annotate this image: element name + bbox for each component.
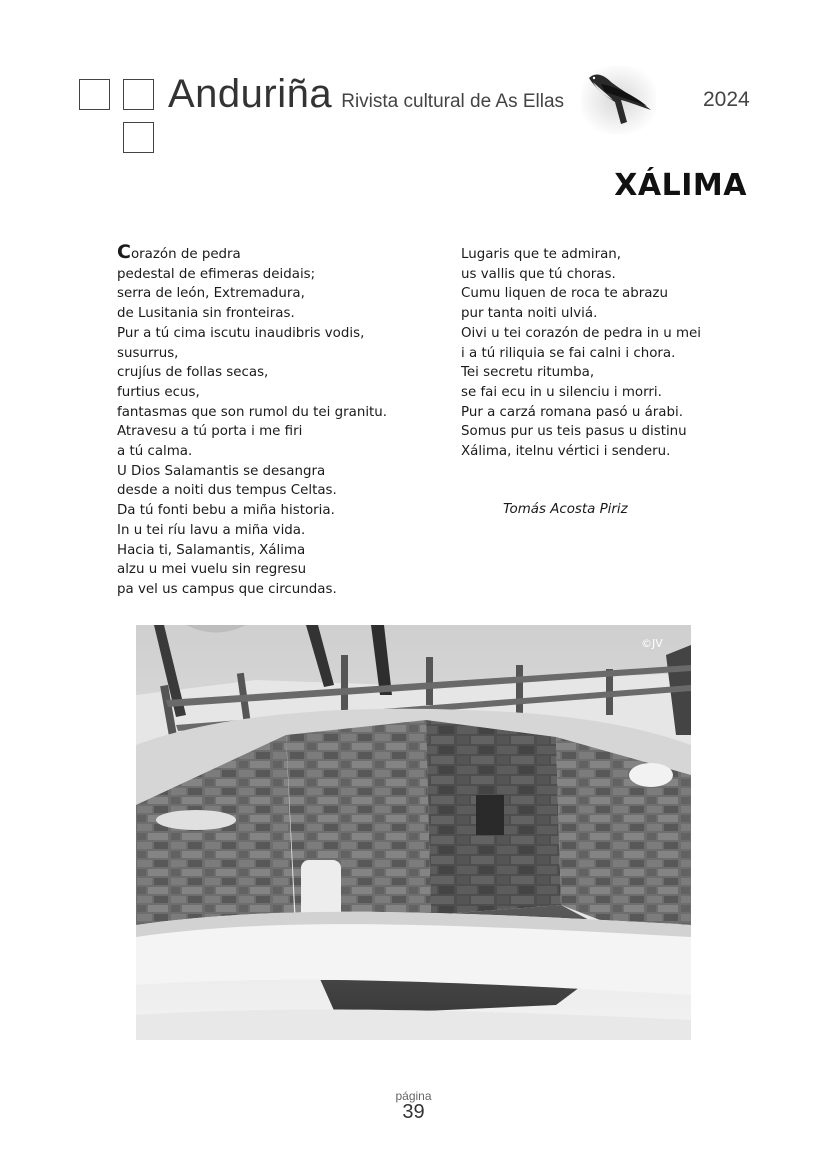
poem-line: Hacia ti, Salamantis, Xálima [117,542,306,558]
header-box-3 [123,122,154,153]
poem-line: serra de león, Extremadura, [117,286,305,302]
magazine-subtitle: Rivista cultural de As Ellas [341,91,565,112]
poem-author: Tomás Acosta Piriz [503,502,628,517]
drop-cap: C [117,241,131,263]
poem-column-right [461,245,701,462]
poem-line: Tei secretu ritumba, [461,365,595,381]
poem-line: pedestal de efimeras deidais; [117,266,316,282]
issue-year: 2024 [703,88,750,111]
masthead [168,72,564,117]
poem-line: Cumu liquen de roca te abrazu [461,286,668,302]
poem-line: susurrus, [117,345,179,361]
poem-line: de Lusitania sin fronteiras. [117,306,295,322]
poem-line: i a tú riliquia se fai calni i chora. [461,345,676,361]
poem-line: se fai ecu in u silenciu i morri. [461,384,662,400]
page-label: página [395,1089,432,1103]
poem-line: Pur a tú cima iscutu inaudibris vodis, [117,325,365,341]
poem-line: a tú calma. [117,444,193,460]
header-box-1 [79,79,110,110]
poem-line: Corazón de pedra [117,241,241,263]
page-number: 39 [402,1101,425,1123]
poem-line: Oivi u tei corazón de pedra in u mei [461,325,702,341]
poem-line: Pur a carzá romana pasó u árabi. [461,404,683,420]
poem-line: alzu u mei vuelu sin regresu [117,562,307,578]
poem-line: Lugaris que te admiran, [461,247,622,262]
swallow-icon [581,66,656,134]
header-box-2 [123,79,154,110]
poem-line: us vallis que tú choras. [461,266,616,282]
poem-line: pur tanta noiti ulviá. [461,306,598,322]
poem-title: XÁLIMA [614,168,747,203]
magazine-name: Anduriña [168,72,333,116]
poem-line: pa vel us campus que circundas. [117,581,337,597]
poem-line: U Dios Salamantis se desangra [117,463,326,479]
poem-line: crujíus de follas secas, [117,365,269,381]
poem-line: Xálima, itelnu vértici i senderu. [461,444,671,460]
svg-text:©JV: ©JV [641,637,663,650]
poem-line: In u tei ríu lavu a miña vida. [117,522,306,538]
poem-line: Atravesu a tú porta i me firi [117,424,303,440]
poem-line: fantasmas que son rumol du tei granitu. [117,404,388,420]
stone-well-photo [136,625,691,1040]
poem-line: Da tú fonti bebu a miña historia. [117,503,335,519]
poem-line: Somus pur us teis pasus u distinu [461,424,687,440]
poem-line: desde a noiti dus tempus Celtas. [117,483,337,499]
poem-line: furtius ecus, [117,384,200,400]
poem-column-left [117,241,388,600]
